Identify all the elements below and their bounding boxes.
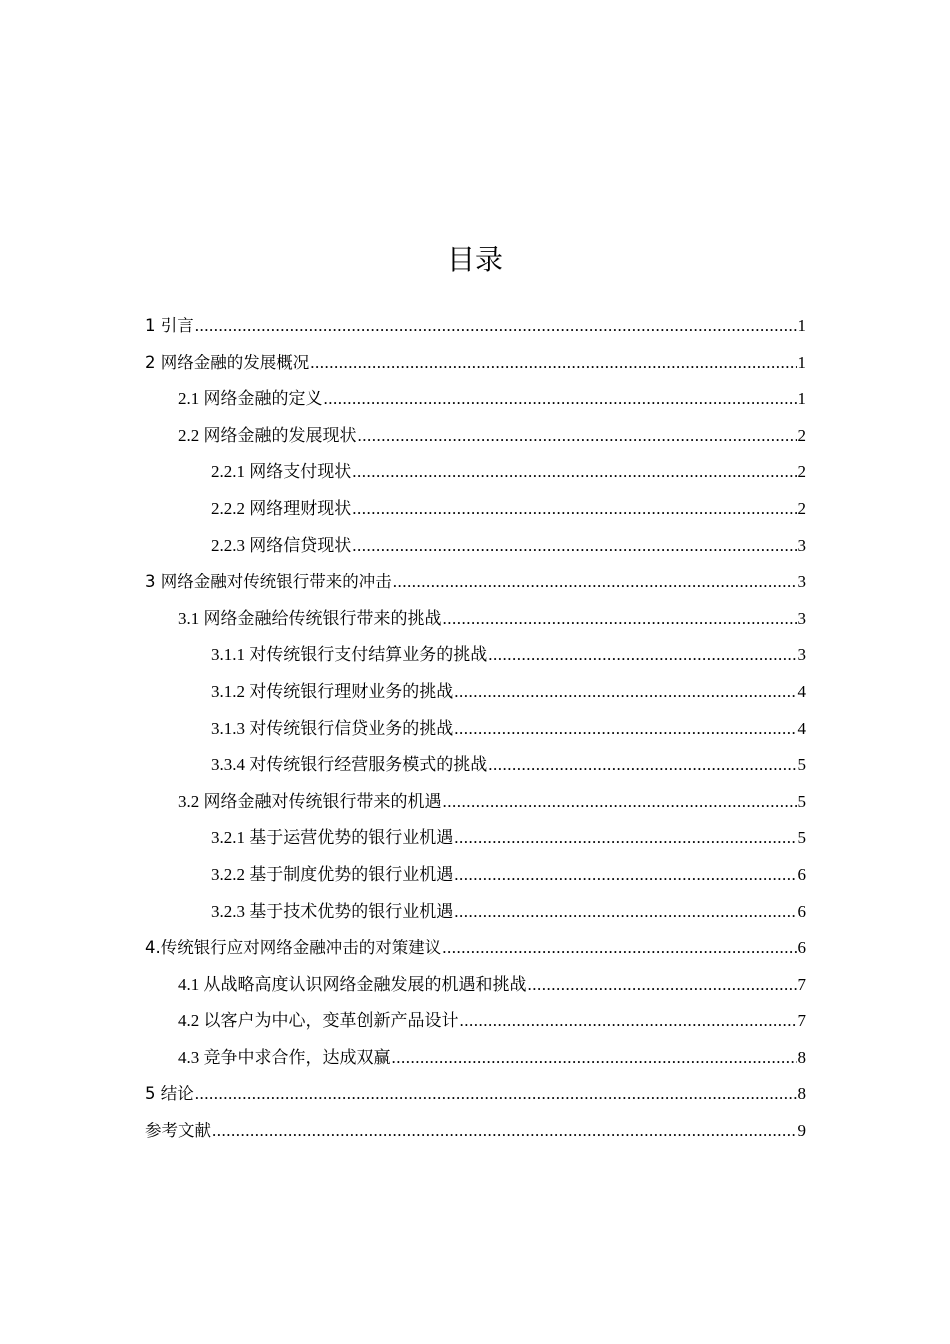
toc-entry-page-number: 1 [797, 352, 806, 372]
toc-entry-label: 2.2.2 网络理财现状 [211, 498, 352, 518]
toc-entry-page-number: 3 [797, 645, 806, 665]
toc-entry-page-number: 1 [797, 389, 806, 409]
toc-entry-label: 3.2.3 基于技术优势的银行业机遇 [211, 901, 454, 921]
toc-entry-page-number: 2 [797, 462, 806, 482]
toc-entry[interactable] [145, 601, 806, 638]
toc-entry[interactable] [145, 491, 806, 528]
toc-dot-leader [352, 454, 796, 491]
toc-dot-leader [393, 564, 797, 601]
toc-dot-leader [442, 930, 796, 967]
toc-entry-page-number: 5 [797, 828, 806, 848]
toc-entry-page-number: 4 [797, 681, 806, 701]
toc-entry-label: 2 网络金融的发展概况 [145, 352, 310, 372]
toc-dot-leader [488, 747, 796, 784]
toc-entry-page-number: 9 [797, 1121, 806, 1141]
toc-entry-label: 参考文献 [145, 1121, 211, 1141]
toc-entry-label: 2.2.3 网络信贷现状 [211, 535, 352, 555]
toc-dot-leader [443, 784, 797, 821]
toc-dot-leader [454, 674, 796, 711]
toc-entry-page-number: 6 [797, 938, 806, 958]
toc-entry[interactable] [145, 1040, 806, 1077]
toc-entry[interactable] [145, 930, 806, 967]
toc-entry[interactable] [145, 308, 806, 345]
toc-entry-page-number: 5 [797, 791, 806, 811]
toc-entry-label: 2.2.1 网络支付现状 [211, 462, 352, 482]
toc-entry-label: 3.3.4 对传统银行经营服务模式的挑战 [211, 755, 488, 775]
toc-entry[interactable] [145, 784, 806, 821]
toc-entry-label: 3.1.3 对传统银行信贷业务的挑战 [211, 718, 454, 738]
toc-entry[interactable] [145, 820, 806, 857]
toc-entry[interactable] [145, 454, 806, 491]
toc-dot-leader [358, 418, 797, 455]
toc-entry-label: 4.3 竞争中求合作，达成双赢 [178, 1047, 391, 1067]
toc-entry-label: 3.1.1 对传统银行支付结算业务的挑战 [211, 645, 488, 665]
toc-entry-page-number: 6 [797, 864, 806, 884]
toc-entry[interactable] [145, 711, 806, 748]
toc-dot-leader [454, 894, 796, 931]
toc-entry-label: 4.1 从战略高度认识网络金融发展的机遇和挑战 [178, 974, 527, 994]
toc-dot-leader [212, 1113, 797, 1150]
toc-entry-label: 1 引言 [145, 316, 194, 335]
toc-entry-page-number: 6 [797, 901, 806, 921]
toc-entry-page-number: 8 [797, 1047, 806, 1067]
toc-entry[interactable] [145, 381, 806, 418]
toc-entry-label: 5 结论 [145, 1084, 194, 1104]
toc-entry-page-number: 3 [797, 572, 806, 592]
toc-entry[interactable] [145, 637, 806, 674]
toc-title: 目录 [446, 243, 503, 276]
toc-entry-page-number: 3 [797, 535, 806, 555]
toc-entry-page-number: 2 [797, 498, 806, 518]
toc-entry-page-number: 2 [797, 425, 806, 445]
toc-entry-page-number: 5 [797, 755, 806, 775]
toc-entry[interactable] [145, 528, 806, 565]
toc-dot-leader [324, 381, 797, 418]
toc-dot-leader [310, 345, 796, 382]
toc-entry[interactable] [145, 345, 806, 382]
toc-entry[interactable] [145, 857, 806, 894]
toc-dot-leader [195, 308, 797, 345]
toc-entry-label: 3.2.2 基于制度优势的银行业机遇 [211, 864, 454, 884]
toc-entry-page-number: 1 [797, 316, 806, 335]
toc-entry-page-number: 8 [797, 1084, 806, 1104]
toc-entry-label: 3 网络金融对传统银行带来的冲击 [145, 572, 392, 592]
toc-entry[interactable] [145, 418, 806, 455]
toc-dot-leader [443, 601, 797, 638]
toc-dot-leader [454, 711, 796, 748]
toc-dot-leader [528, 967, 797, 1004]
toc-entry-label: 4.传统银行应对网络金融冲击的对策建议 [145, 938, 442, 958]
toc-dot-leader [460, 1003, 797, 1040]
toc-entry-label: 3.1 网络金融给传统银行带来的挑战 [178, 608, 442, 628]
toc-entry-page-number: 3 [797, 608, 806, 628]
toc-entry-label: 4.2 以客户为中心，变革创新产品设计 [178, 1011, 459, 1031]
toc-entry-label: 3.2 网络金融对传统银行带来的机遇 [178, 791, 442, 811]
toc-entry-label: 2.2 网络金融的发展现状 [178, 425, 357, 445]
toc-dot-leader [454, 820, 796, 857]
toc-entry[interactable] [145, 894, 806, 931]
toc-entry-page-number: 7 [797, 974, 806, 994]
toc-entry[interactable] [145, 1113, 806, 1150]
toc-dot-leader [195, 1076, 797, 1113]
toc-entry-label: 2.1 网络金融的定义 [178, 389, 323, 409]
toc-entry-page-number: 7 [797, 1011, 806, 1031]
toc-dot-leader [488, 637, 796, 674]
toc-entry-label: 3.1.2 对传统银行理财业务的挑战 [211, 681, 454, 701]
toc-entry[interactable] [145, 967, 806, 1004]
toc-dot-leader [392, 1040, 797, 1077]
table-of-contents [145, 308, 806, 1150]
toc-entry[interactable] [145, 747, 806, 784]
toc-entry-label: 3.2.1 基于运营优势的银行业机遇 [211, 828, 454, 848]
toc-entry[interactable] [145, 1076, 806, 1113]
toc-dot-leader [454, 857, 796, 894]
toc-entry[interactable] [145, 674, 806, 711]
toc-dot-leader [352, 528, 796, 565]
toc-dot-leader [352, 491, 796, 528]
toc-entry[interactable] [145, 564, 806, 601]
toc-entry-page-number: 4 [797, 718, 806, 738]
toc-entry[interactable] [145, 1003, 806, 1040]
